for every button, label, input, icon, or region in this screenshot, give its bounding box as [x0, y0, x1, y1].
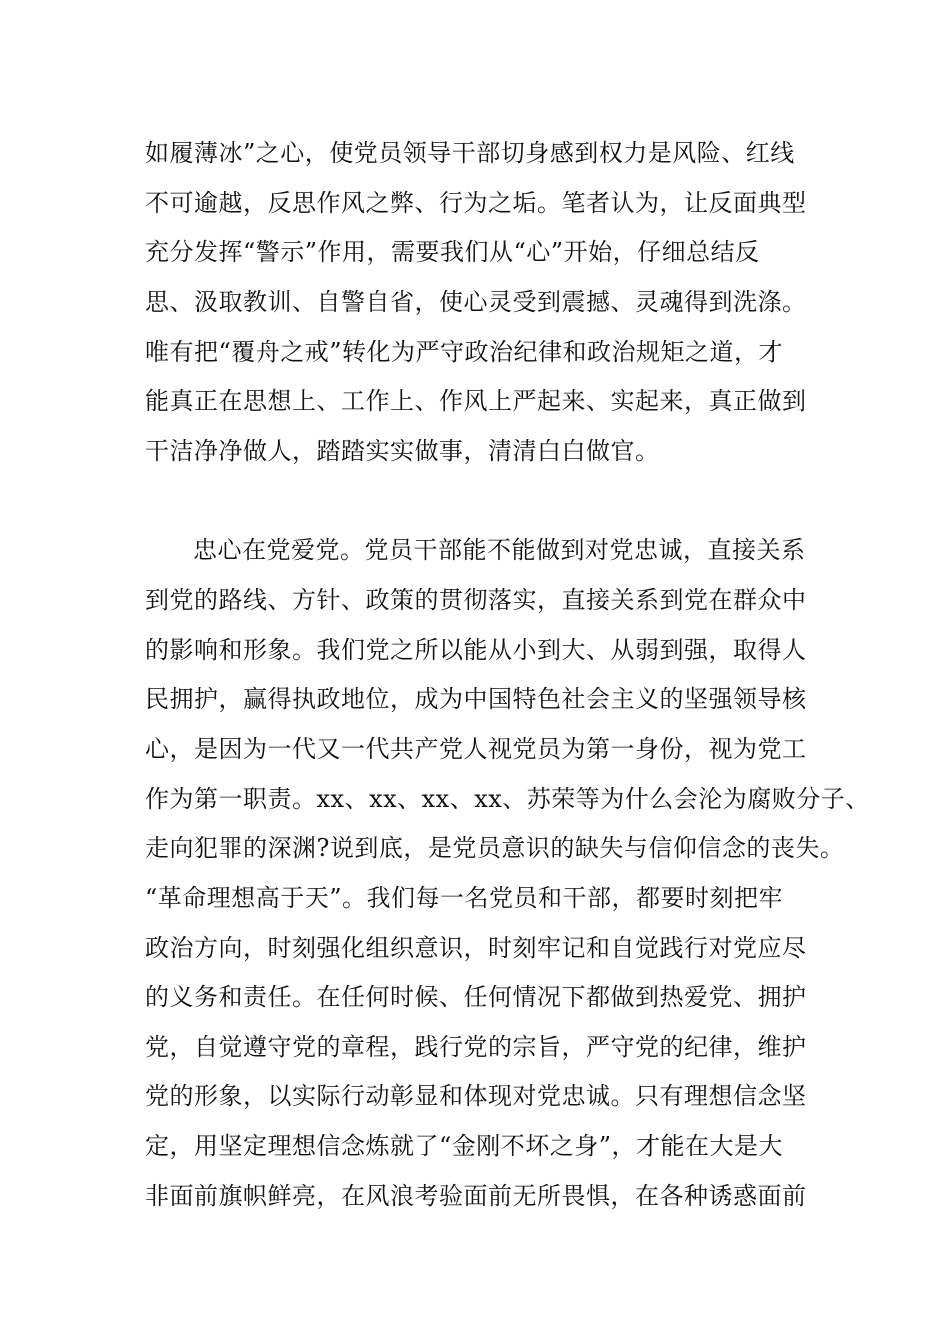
text-line: 的影响和形象。我们党之所以能从小到大、从弱到强，取得人 — [145, 636, 807, 664]
text-line: 党的形象，以实际行动彰显和体现对党忠诚。只有理想信念坚 — [145, 1082, 807, 1110]
text-line: 走向犯罪的深渊?说到底，是党员意识的缺失与信仰信念的丧失。 — [145, 834, 845, 862]
text-line: 思、汲取教训、自警自省，使心灵受到震撼、灵魂得到洗涤。 — [145, 288, 807, 316]
text-line: 能真正在思想上、工作上、作风上严起来、实起来，真正做到 — [145, 387, 807, 415]
text-line: 的义务和责任。在任何时候、任何情况下都做到热爱党、拥护 — [145, 983, 807, 1011]
text-line: 到党的路线、方针、政策的贯彻落实，直接关系到党在群众中 — [145, 586, 807, 614]
text-line: 心，是因为一代又一代共产党人视党员为第一身份，视为党工 — [145, 735, 807, 763]
text-line: 民拥护，赢得执政地位，成为中国特色社会主义的坚强领导核 — [145, 685, 807, 713]
text-line: 党，自觉遵守党的章程，践行党的宗旨，严守党的纪律，维护 — [145, 1033, 807, 1061]
text-line: 定，用坚定理想信念炼就了“金刚不坏之身”，才能在大是大 — [145, 1132, 784, 1160]
text-line: 政治方向，时刻强化组织意识，时刻牢记和自觉践行对党应尽 — [145, 934, 807, 962]
text-line: “革命理想高于天”。我们每一名党员和干部，都要时刻把牢 — [145, 884, 784, 912]
text-line: 非面前旗帜鲜亮，在风浪考验面前无所畏惧，在各种诱惑面前 — [145, 1182, 807, 1210]
text-line: 忠心在党爱党。党员干部能不能做到对党忠诚，直接关系 — [193, 536, 806, 564]
text-line: 充分发挥“警示”作用，需要我们从“心”开始，仔细总结反 — [145, 238, 760, 266]
text-line: 作为第一职责。xx、xx、xx、xx、苏荣等为什么会沦为腐败分子、 — [145, 785, 870, 813]
text-line: 不可逾越，反思作风之弊、行为之垢。笔者认为，让反面典型 — [145, 189, 807, 217]
text-line: 唯有把“覆舟之戒”转化为严守政治纪律和政治规矩之道，才 — [145, 338, 784, 366]
text-line: 干洁净净做人，踏踏实实做事，清清白白做官。 — [145, 437, 660, 465]
text-line: 如履薄冰”之心，使党员领导干部切身感到权力是风险、红线 — [145, 139, 795, 167]
